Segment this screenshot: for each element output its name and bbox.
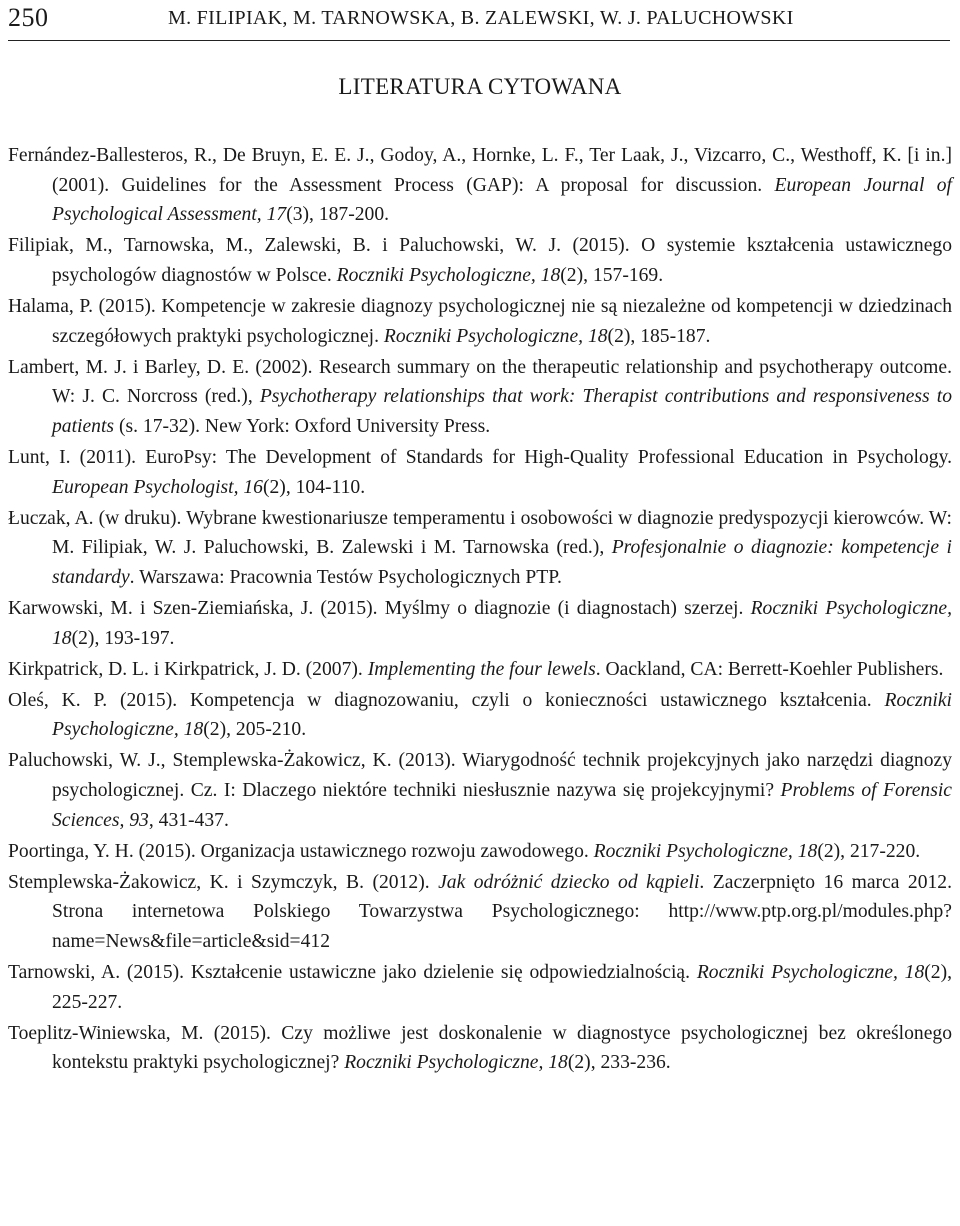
reference-entry — [8, 353, 952, 442]
reference-text: Lambert, M. J. i Barley, D. E. (2002). Research summary on the therapeutic relationship and psychotherapy outcome. W: J. C. Norcross (red.), — [8, 356, 952, 408]
reference-text: . Zaczerpnięto 16 marca 2012. Strona internetowa Polskiego Towarzystwa Psychologicznego: http://www.ptp.org.pl/modules.php?name=News&file=article&sid=412 — [52, 871, 952, 952]
reference-text: (2), 205-210. — [203, 719, 307, 741]
reference-entry — [8, 655, 952, 685]
reference-list — [8, 141, 952, 1079]
reference-entry — [8, 1019, 952, 1078]
reference-entry — [8, 837, 952, 867]
running-head: M. FILIPIAK, M. TARNOWSKA, B. ZALEWSKI, W. J. PALUCHOWSKI — [168, 7, 794, 29]
reference-text: . Oackland, CA: Berrett-Koehler Publishers. — [595, 658, 944, 680]
reference-italic-text: Psychotherapy relationships that work: Therapist contributions and responsiveness to patients — [52, 386, 952, 437]
reference-text: Paluchowski, W. J., Stemplewska-Żakowicz, K. (2013). Wiarygodność technik projekcyjnych jako narzędzi diagnozy psychologicznej. Cz. I: Dlaczego niektóre techniki niesłusznie nazywa się projekcyjnymi? — [8, 750, 952, 801]
reference-entry — [8, 686, 952, 745]
reference-text: (2), 185-187. — [607, 325, 711, 347]
reference-entry — [8, 292, 952, 351]
reference-text: (2), 233-236. — [567, 1052, 671, 1074]
reference-italic-text: Roczniki Psychologiczne, 18 — [383, 325, 608, 347]
reference-text: (2), 217-220. — [817, 840, 921, 862]
reference-text: Stemplewska-Żakowicz, K. i Szymczyk, B. (2012). — [8, 871, 439, 893]
reference-text: Oleś, K. P. (2015). Kompetencja w diagnozowaniu, czyli o konieczności ustawicznego kształcenia. — [8, 689, 885, 711]
reference-entry — [8, 443, 952, 502]
reference-text: Łuczak, A. (w druku). Wybrane kwestionariusze temperamentu i osobowości w diagnozie predyspozycji kierowców. W: M. Filipiak, W. J. Paluchowski, B. Zalewski i M. Tarnowska (red.), — [8, 507, 952, 559]
page-number: 250 — [8, 3, 49, 32]
reference-entry — [8, 141, 952, 230]
reference-text: (2), 193-197. — [71, 627, 175, 649]
reference-text: , 431-437. — [148, 809, 229, 831]
reference-entry — [8, 746, 952, 835]
reference-text: Halama, P. (2015). Kompetencje w zakresie diagnozy psychologicznej nie są niezależne od kompetencji w dziedzinach szczegółowych praktyki psychologicznej. — [8, 295, 952, 347]
reference-italic-text: Jak odróżnić dziecko od kąpieli — [438, 871, 700, 893]
reference-italic-text: Roczniki Psychologiczne, 18 — [593, 840, 818, 862]
reference-italic-text: Implementing the four lewels — [367, 658, 596, 680]
reference-text: Fernández-Ballesteros, R., De Bruyn, E. E. J., Godoy, A., Hornke, L. F., Ter Laak, J., Vizcarro, C., Westhoff, K. [i in.] (2001). Guidelines for the Assessment Process (GAP): A proposal for discussion. — [8, 145, 952, 196]
reference-text: Filipiak, M., Tarnowska, M., Zalewski, B. i Paluchowski, W. J. (2015). O systemie kształcenia ustawicznego psychologów diagnostów w Polsce. — [8, 235, 952, 286]
reference-text: Kirkpatrick, D. L. i Kirkpatrick, J. D. (2007). — [8, 658, 368, 680]
reference-text: (2), 157-169. — [560, 264, 664, 286]
reference-italic-text: Profesjonalnie o diagnozie: kompetencje i standardy — [52, 537, 953, 588]
reference-text: Lunt, I. (2011). EuroPsy: The Development of Standards for High-Quality Professional Education in Psychology. — [8, 446, 952, 468]
reference-italic-text: Roczniki Psychologiczne, 18 — [52, 597, 953, 649]
reference-entry — [8, 868, 952, 957]
reference-text: . Warszawa: Pracownia Testów Psychologicznych PTP. — [129, 566, 562, 588]
reference-text: Tarnowski, A. (2015). Kształcenie ustawiczne jako dzielenie się odpowiedzialnością. — [8, 962, 697, 984]
reference-entry — [8, 594, 952, 653]
reference-text: (3), 187-200. — [286, 204, 390, 226]
reference-italic-text: European Journal of Psychological Assessment, 17 — [52, 174, 952, 226]
reference-italic-text: Roczniki Psychologiczne, 18 — [336, 264, 561, 286]
section-title: LITERATURA CYTOWANA — [338, 74, 622, 99]
reference-text: (2), 225-227. — [52, 962, 953, 1013]
reference-entry — [8, 231, 952, 290]
reference-entry — [8, 504, 952, 593]
reference-italic-text: Problems of Forensic Sciences, 93 — [52, 779, 952, 831]
reference-italic-text: Roczniki Psychologiczne, 18 — [344, 1052, 568, 1074]
reference-text: Toeplitz-Winiewska, M. (2015). Czy możliwe jest doskonalenie w diagnostyce psychologicznej bez określonego kontekstu praktyki psychologicznej? — [8, 1022, 952, 1074]
reference-text: (2), 104-110. — [262, 476, 366, 498]
reference-text: (s. 17-32). New York: Oxford University Press. — [114, 415, 491, 437]
reference-text: Karwowski, M. i Szen-Ziemiańska, J. (2015). Myślmy o diagnozie (i diagnostach) szerzej. — [8, 597, 751, 619]
reference-text: Poortinga, Y. H. (2015). Organizacja ustawicznego rozwoju zawodowego. — [8, 840, 594, 862]
page-header — [8, 0, 950, 41]
reference-entry — [8, 958, 952, 1017]
reference-italic-text: European Psychologist, 16 — [52, 476, 263, 498]
reference-italic-text: Roczniki Psychologiczne, 18 — [696, 962, 925, 984]
reference-italic-text: Roczniki Psychologiczne, 18 — [52, 689, 952, 741]
